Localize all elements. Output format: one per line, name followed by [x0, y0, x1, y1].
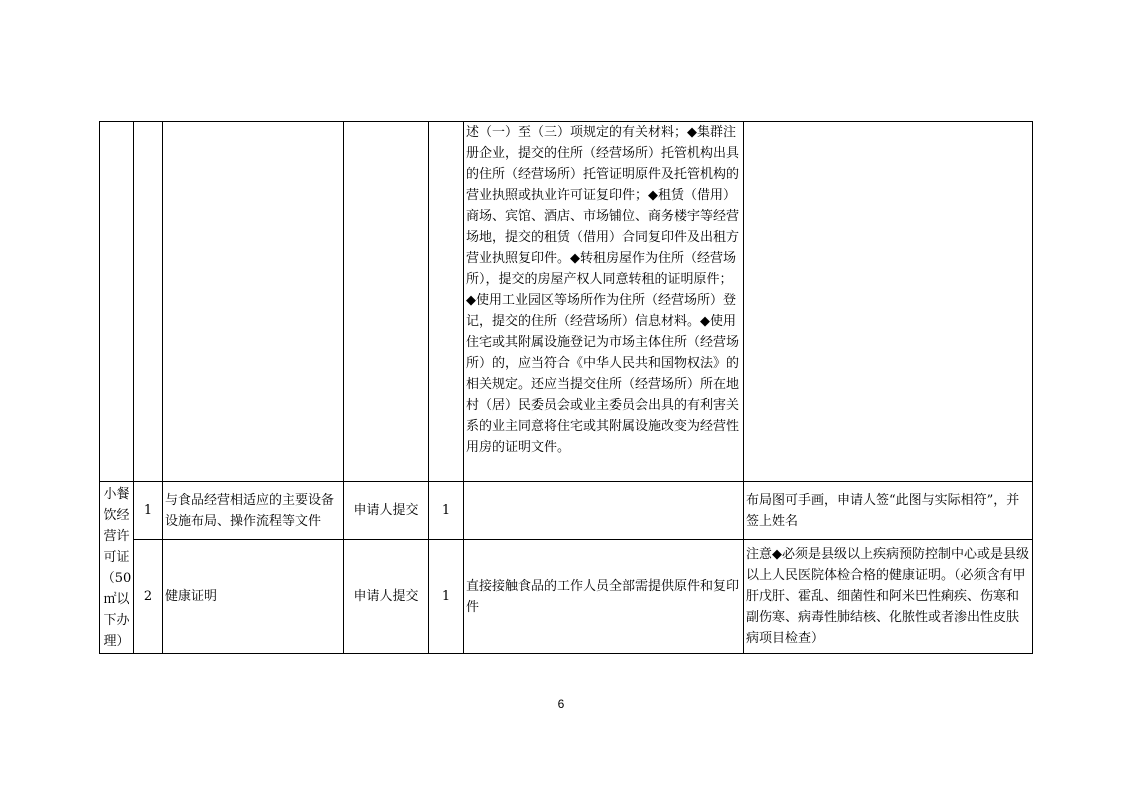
material-notes: 布局图可手画，申请人签“此图与实际相符”，并签上姓名: [744, 482, 1033, 540]
category-cell: [100, 482, 134, 654]
materials-table: [99, 121, 1033, 654]
material-requirement: [464, 482, 744, 540]
material-requirement: 直接接触食品的工作人员全部需提供原件和复印件: [464, 540, 744, 654]
row-index: 1: [134, 482, 163, 540]
table-row: [100, 540, 1033, 654]
material-source: 申请人提交: [344, 540, 429, 654]
copies-cell-empty: [429, 122, 464, 482]
material-copies: 1: [429, 540, 464, 654]
source-cell-empty: [344, 122, 429, 482]
requirement-cell-continued: [464, 122, 744, 482]
notes-cell-empty: [744, 122, 1033, 482]
materials-table-container: [99, 121, 1032, 654]
table-row: [100, 482, 1033, 540]
requirement-text: 述（一）至（三）项规定的有关材料；◆集群注册企业，提交的住所（经营场所）托管机构出具的住所（经营场所）托管证明原件及托管机构的营业执照或执业许可证复印件；◆租赁（借用）商场、宾馆、酒店、市场铺位、商务楼宇等经营场地，提交的租赁（借用）合同复印件及出租方营业执照复印件。◆转租房屋作为住所（经营场所），提交的房屋产权人同意转租的证明原件；◆使用工业园区等场所作为住所（经营场所）登记，提交的住所（经营场所）信息材料。◆使用住宅或其附属设施登记为市场主体住所（经营场所）的，应当符合《中华人民共和国物权法》的相关规定。还应当提交住所（经营场所）所在地村（居）民委员会或业主委员会出具的有利害关系的业主同意将住宅或其附属设施改变为经营性用房的证明文件。: [466, 125, 740, 455]
row-index: 2: [134, 540, 163, 654]
index-cell-empty: [134, 122, 163, 482]
page-number: 6: [557, 697, 565, 711]
material-notes: 注意◆必须是县级以上疾病预防控制中心或是县级以上人民医院体检合格的健康证明。（必须含有甲肝戊肝、霍乱、细菌性和阿米巴性痢疾、伤寒和副伤寒、病毒性肺结核、化脓性或者渗出性皮肤病项目检查）: [744, 540, 1033, 654]
category-cell-empty: [100, 122, 134, 482]
name-cell-empty: [163, 122, 344, 482]
material-name: 与食品经营相适应的主要设备设施布局、操作流程等文件: [163, 482, 344, 540]
material-copies: 1: [429, 482, 464, 540]
table-row-continued: [100, 122, 1033, 482]
material-source: 申请人提交: [344, 482, 429, 540]
category-label: 小餐饮经营许可证（50㎡以下办理）: [101, 486, 132, 649]
material-name: 健康证明: [163, 540, 344, 654]
